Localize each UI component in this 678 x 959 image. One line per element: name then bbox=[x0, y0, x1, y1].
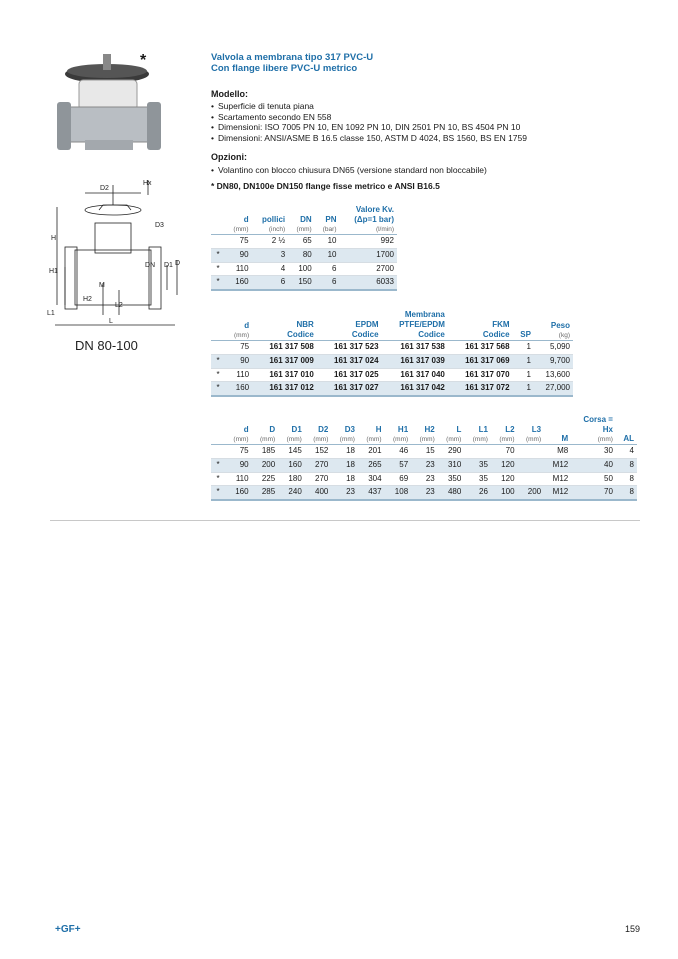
table-cell: 161 317 039 bbox=[382, 354, 448, 368]
table-cell: 350 bbox=[438, 472, 465, 486]
table-row bbox=[211, 458, 637, 472]
table-cell: 2 ½ bbox=[252, 235, 289, 249]
table-cell: 145 bbox=[278, 445, 305, 459]
column-header: SP bbox=[513, 310, 534, 341]
table-cell: M12 bbox=[544, 472, 571, 486]
table-cell: 437 bbox=[358, 486, 385, 500]
label-dn: DN bbox=[145, 262, 156, 269]
model-list bbox=[211, 101, 527, 143]
table-cell: 6 bbox=[252, 276, 289, 290]
table-cell: 110 bbox=[225, 262, 252, 276]
table-cell: 110 bbox=[225, 368, 252, 382]
row-marker bbox=[211, 445, 225, 459]
row-marker: * bbox=[211, 248, 225, 262]
table-cell: 120 bbox=[491, 472, 518, 486]
table-cell: 18 bbox=[331, 472, 358, 486]
table-cell bbox=[518, 458, 545, 472]
table-cell: 57 bbox=[385, 458, 412, 472]
figure-caption: DN 80-100 bbox=[75, 338, 138, 353]
table-row bbox=[211, 368, 573, 382]
table-cell: 70 bbox=[491, 445, 518, 459]
table-row bbox=[211, 235, 397, 249]
table-cell: M12 bbox=[544, 486, 571, 500]
table-cell: 30 bbox=[571, 445, 616, 459]
table-cell: 1 bbox=[513, 382, 534, 396]
column-header: D3 (mm) bbox=[331, 415, 358, 445]
table-cell: 161 317 025 bbox=[317, 368, 382, 382]
table-cell: 1 bbox=[513, 354, 534, 368]
section-divider bbox=[50, 520, 640, 521]
table-cell: 9,700 bbox=[534, 354, 573, 368]
table-cell: 225 bbox=[252, 472, 279, 486]
table-header-row bbox=[211, 310, 573, 341]
header-spacer bbox=[211, 205, 225, 235]
options-list bbox=[211, 165, 487, 176]
table-cell: 185 bbox=[252, 445, 279, 459]
table-cell: 65 bbox=[288, 235, 315, 249]
column-header: L2 (mm) bbox=[491, 415, 518, 445]
table-cell: 23 bbox=[411, 458, 438, 472]
table-cell: 120 bbox=[491, 458, 518, 472]
table-row bbox=[211, 276, 397, 290]
table-cell bbox=[518, 445, 545, 459]
table-cell: 160 bbox=[225, 382, 252, 396]
column-header: PN (bar) bbox=[315, 205, 340, 235]
table-cell: 40 bbox=[571, 458, 616, 472]
header-spacer bbox=[211, 310, 225, 341]
table-cell: 160 bbox=[225, 486, 252, 500]
column-header: FKM Codice bbox=[448, 310, 513, 341]
title-line-1: Valvola a membrana tipo 317 PVC-U bbox=[211, 52, 374, 63]
table-row bbox=[211, 262, 397, 276]
column-header: D2 (mm) bbox=[305, 415, 332, 445]
label-d1: D1 bbox=[164, 262, 173, 269]
table-cell: 1 bbox=[513, 368, 534, 382]
label-l2: L2 bbox=[115, 302, 123, 309]
row-marker: * bbox=[211, 458, 225, 472]
row-marker: * bbox=[211, 472, 225, 486]
table-cell: 3 bbox=[252, 248, 289, 262]
table-cell: 18 bbox=[331, 445, 358, 459]
table-cell: 201 bbox=[358, 445, 385, 459]
model-item: • Dimensioni: ANSI/ASME B 16.5 classe 150, ASTM D 4024, BS 1560, BS EN 1759 bbox=[211, 133, 527, 144]
table-cell: 240 bbox=[278, 486, 305, 500]
table-row bbox=[211, 382, 573, 396]
table-cell: 180 bbox=[278, 472, 305, 486]
asterisk-mark: * bbox=[140, 52, 147, 69]
table-row bbox=[211, 354, 573, 368]
table-cell: 161 317 027 bbox=[317, 382, 382, 396]
table-cell: 1 bbox=[513, 341, 534, 355]
column-header: D1 (mm) bbox=[278, 415, 305, 445]
table-row bbox=[211, 341, 573, 355]
column-header: L1 (mm) bbox=[464, 415, 491, 445]
product-title bbox=[211, 52, 373, 74]
column-header: EPDM Codice bbox=[317, 310, 382, 341]
model-item: • Scartamento secondo EN 558 bbox=[211, 112, 527, 123]
title-line-2: Con flange libere PVC-U metrico bbox=[211, 63, 358, 74]
label-d: D bbox=[175, 260, 181, 267]
table-cell: 23 bbox=[411, 472, 438, 486]
label-h2: H2 bbox=[83, 296, 92, 303]
label-l1: L1 bbox=[47, 310, 55, 317]
column-header: H (mm) bbox=[358, 415, 385, 445]
row-marker: * bbox=[211, 276, 225, 290]
table-cell: 69 bbox=[385, 472, 412, 486]
table-cell: 13,600 bbox=[534, 368, 573, 382]
row-marker: * bbox=[211, 354, 225, 368]
label-m: M bbox=[99, 282, 105, 289]
label-h: H bbox=[51, 235, 57, 242]
table-kv bbox=[211, 205, 397, 291]
table-cell: 10 bbox=[315, 235, 340, 249]
row-marker bbox=[211, 235, 225, 249]
table-cell: 4 bbox=[616, 445, 637, 459]
row-marker: * bbox=[211, 382, 225, 396]
table-cell: 290 bbox=[438, 445, 465, 459]
table-cell: 6 bbox=[315, 276, 340, 290]
table-dimensions bbox=[211, 415, 637, 501]
label-h1: H1 bbox=[49, 268, 58, 275]
table-cell: 161 317 070 bbox=[448, 368, 513, 382]
table-cell: 161 317 024 bbox=[317, 354, 382, 368]
column-header: AL bbox=[616, 415, 637, 445]
table-cell: 23 bbox=[411, 486, 438, 500]
table-cell: 8 bbox=[616, 458, 637, 472]
row-marker: * bbox=[211, 368, 225, 382]
table-cell: 161 317 069 bbox=[448, 354, 513, 368]
table-cell: 200 bbox=[518, 486, 545, 500]
label-d3: D3 bbox=[155, 222, 164, 229]
table-cell: 15 bbox=[411, 445, 438, 459]
header-spacer bbox=[211, 415, 225, 445]
table-cell: 5,090 bbox=[534, 341, 573, 355]
table-cell: 75 bbox=[225, 445, 252, 459]
label-d2: D2 bbox=[100, 185, 109, 192]
table-cell bbox=[464, 445, 491, 459]
valve-product-image bbox=[55, 52, 165, 162]
table-row bbox=[211, 486, 637, 500]
column-header: d (mm) bbox=[225, 415, 252, 445]
table-cell: 270 bbox=[305, 458, 332, 472]
page-number: 159 bbox=[625, 924, 641, 934]
row-marker bbox=[211, 341, 225, 355]
table-cell: 161 317 538 bbox=[382, 341, 448, 355]
table-cell: 8 bbox=[616, 486, 637, 500]
model-item: • Dimensioni: ISO 7005 PN 10, EN 1092 PN 10, DIN 2501 PN 10, BS 4504 PN 10 bbox=[211, 122, 527, 133]
column-header: D (mm) bbox=[252, 415, 279, 445]
table-cell: 160 bbox=[225, 276, 252, 290]
table-cell: 161 317 012 bbox=[252, 382, 317, 396]
column-header: pollici (inch) bbox=[252, 205, 289, 235]
table-row bbox=[211, 472, 637, 486]
table-cell: 26 bbox=[464, 486, 491, 500]
table-cell: 400 bbox=[305, 486, 332, 500]
table-cell: 35 bbox=[464, 458, 491, 472]
table-cell: 6033 bbox=[340, 276, 398, 290]
table-cell: 200 bbox=[252, 458, 279, 472]
table-cell: 304 bbox=[358, 472, 385, 486]
table-cell: 50 bbox=[571, 472, 616, 486]
column-header: L (mm) bbox=[438, 415, 465, 445]
table-header-row bbox=[211, 205, 397, 235]
options-item: • Volantino con blocco chiusura DN65 (versione standard non bloccabile) bbox=[211, 165, 487, 176]
table-cell: 80 bbox=[288, 248, 315, 262]
table-cell: 1700 bbox=[340, 248, 398, 262]
table-cell: 90 bbox=[225, 458, 252, 472]
table-cell: 310 bbox=[438, 458, 465, 472]
column-header: DN (mm) bbox=[288, 205, 315, 235]
gf-logo: +GF+ bbox=[55, 924, 81, 935]
column-header: Corsa = Hx (mm) bbox=[571, 415, 616, 445]
table-cell: 8 bbox=[616, 472, 637, 486]
options-note: * DN80, DN100e DN150 flange fisse metrico e ANSI B16.5 bbox=[211, 181, 440, 191]
table-cell: 100 bbox=[288, 262, 315, 276]
model-item: • Superficie di tenuta piana bbox=[211, 101, 527, 112]
table-cell: 161 317 042 bbox=[382, 382, 448, 396]
table-cell: 4 bbox=[252, 262, 289, 276]
table-cell: 6 bbox=[315, 262, 340, 276]
options-heading: Opzioni: bbox=[211, 152, 247, 162]
column-header: H1 (mm) bbox=[385, 415, 412, 445]
table-cell: 90 bbox=[225, 248, 252, 262]
table-cell: M8 bbox=[544, 445, 571, 459]
table-cell: 46 bbox=[385, 445, 412, 459]
table-cell: 161 317 523 bbox=[317, 341, 382, 355]
label-l: L bbox=[109, 318, 113, 325]
table-cell bbox=[518, 472, 545, 486]
table-cell: 265 bbox=[358, 458, 385, 472]
table-row bbox=[211, 445, 637, 459]
technical-drawing bbox=[45, 175, 195, 335]
table-cell: 160 bbox=[278, 458, 305, 472]
table-cell: 70 bbox=[571, 486, 616, 500]
column-header: M bbox=[544, 415, 571, 445]
table-cell: 75 bbox=[225, 341, 252, 355]
table-cell: 161 317 568 bbox=[448, 341, 513, 355]
table-cell: 992 bbox=[340, 235, 398, 249]
table-row bbox=[211, 248, 397, 262]
table-cell: 2700 bbox=[340, 262, 398, 276]
table-cell: 100 bbox=[491, 486, 518, 500]
row-marker: * bbox=[211, 486, 225, 500]
table-cell: 27,000 bbox=[534, 382, 573, 396]
table-cell: 23 bbox=[331, 486, 358, 500]
table-cell: M12 bbox=[544, 458, 571, 472]
table-cell: 161 317 009 bbox=[252, 354, 317, 368]
table-cell: 285 bbox=[252, 486, 279, 500]
table-cell: 35 bbox=[464, 472, 491, 486]
table-cell: 161 317 010 bbox=[252, 368, 317, 382]
model-heading: Modello: bbox=[211, 89, 248, 99]
table-cell: 161 317 508 bbox=[252, 341, 317, 355]
column-header: d (mm) bbox=[225, 310, 252, 341]
table-cell: 152 bbox=[305, 445, 332, 459]
table-codes bbox=[211, 310, 573, 397]
table-cell: 75 bbox=[225, 235, 252, 249]
label-hx: Hx bbox=[143, 180, 152, 187]
column-header: NBR Codice bbox=[252, 310, 317, 341]
column-header: d (mm) bbox=[225, 205, 252, 235]
table-header-row bbox=[211, 415, 637, 445]
table-cell: 150 bbox=[288, 276, 315, 290]
column-header: L3 (mm) bbox=[518, 415, 545, 445]
column-header: Membrana PTFE/EPDM Codice bbox=[382, 310, 448, 341]
row-marker: * bbox=[211, 262, 225, 276]
column-header: Valore Kv. (Δp=1 bar) (l/min) bbox=[340, 205, 398, 235]
table-cell: 161 317 040 bbox=[382, 368, 448, 382]
table-cell: 270 bbox=[305, 472, 332, 486]
column-header: H2 (mm) bbox=[411, 415, 438, 445]
table-cell: 480 bbox=[438, 486, 465, 500]
table-cell: 161 317 072 bbox=[448, 382, 513, 396]
table-cell: 110 bbox=[225, 472, 252, 486]
table-cell: 18 bbox=[331, 458, 358, 472]
table-cell: 10 bbox=[315, 248, 340, 262]
table-cell: 108 bbox=[385, 486, 412, 500]
column-header: Peso (kg) bbox=[534, 310, 573, 341]
table-cell: 90 bbox=[225, 354, 252, 368]
